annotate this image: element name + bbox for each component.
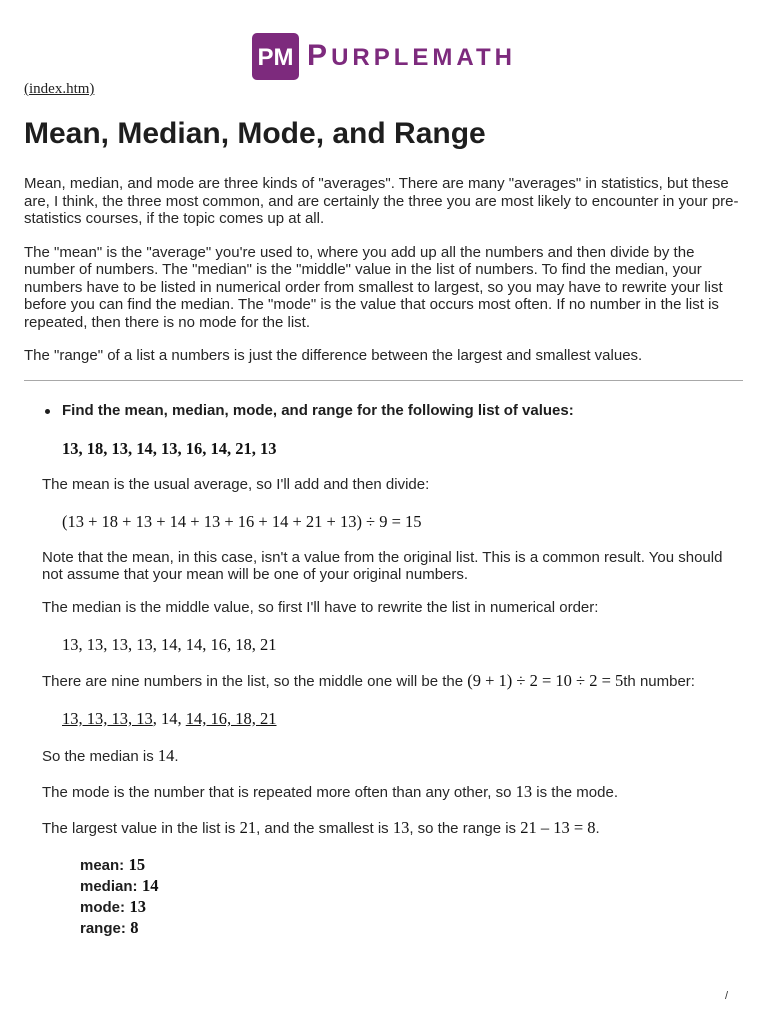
example-values: 13, 18, 13, 14, 13, 16, 14, 21, 13 bbox=[62, 439, 277, 458]
mean-note: Note that the mean, in this case, isn't a value from the original list. This is a common result. You should not assume that your mean will be one of your original numbers. bbox=[42, 548, 723, 583]
sentence-text: is the mode. bbox=[532, 784, 619, 801]
page-header bbox=[0, 0, 768, 81]
logo-icon-text: PM bbox=[257, 44, 294, 71]
horizontal-divider bbox=[24, 380, 743, 381]
sentence-text: The largest value in the list is bbox=[42, 820, 240, 837]
example-prompt bbox=[24, 402, 742, 420]
sentence-text: . bbox=[595, 820, 600, 837]
mean-calculation: (13 + 18 + 13 + 14 + 13 + 16 + 14 + 21 + 13) ÷ 9 = 15 bbox=[62, 511, 422, 531]
middle-position-math: (9 + 1) ÷ 2 = 10 ÷ 2 = 5 bbox=[467, 671, 624, 690]
sentence-text: th number: bbox=[623, 673, 695, 690]
answer-label: mode: bbox=[80, 899, 125, 917]
mode-value: 13 bbox=[515, 782, 533, 801]
sentence-text: , so the range is bbox=[409, 820, 521, 837]
middle-position-sentence bbox=[42, 673, 742, 691]
range-result bbox=[42, 820, 742, 838]
page-title: Mean, Median, Mode, and Range bbox=[24, 117, 486, 150]
sentence-text: There are nine numbers in the list, so the middle one will be the bbox=[42, 673, 468, 690]
purplemath-logo-icon bbox=[252, 33, 299, 80]
marked-values-lower: 13, 13, 13, 13 bbox=[62, 709, 153, 728]
index-link[interactable]: (index.htm) bbox=[24, 81, 95, 97]
answer-value: 8 bbox=[130, 918, 139, 938]
sentence-text: So the median is bbox=[42, 748, 158, 765]
example-prompt-text: Find the mean, median, mode, and range for the following list of values: bbox=[62, 401, 574, 419]
marked-values-upper: 14, 16, 18, 21 bbox=[185, 709, 277, 728]
answer-label: median: bbox=[80, 877, 138, 895]
answer-label: range: bbox=[80, 920, 126, 938]
answer-label: mean: bbox=[80, 856, 125, 874]
sentence-text: , and the smallest is bbox=[256, 820, 393, 837]
largest-value: 21 bbox=[239, 818, 257, 837]
intro-paragraph: Mean, median, and mode are three kinds of "averages". There are many "averages" in statistics, but these are, I think, the three most common, and are certainly the three you are most likely to encounter in your pre-statistics courses, if the topic comes up at all. bbox=[24, 175, 739, 227]
index-link-row bbox=[24, 81, 742, 97]
smallest-value: 13 bbox=[392, 818, 410, 837]
answer-median bbox=[80, 876, 742, 897]
intro-paragraph: The "range" of a list a numbers is just the difference between the largest and smallest values. bbox=[24, 347, 643, 364]
median-value: 14 bbox=[157, 746, 175, 765]
bullet-icon bbox=[45, 409, 50, 414]
answer-value: 13 bbox=[129, 897, 146, 917]
mode-result bbox=[42, 784, 742, 802]
intro-paragraph: The "mean" is the "average" you're used to, where you add up all the numbers and then divide by the number of numbers. The "median" is the "middle" value in the list of numbers. To find the median, your numbers have to be listed in numerical order from smallest to largest, so you may have to rewrite your list before you can find the median. The "mode" is the value that occurs most often. If no number in the list is repeated, then there is no mode for the list. bbox=[24, 243, 723, 331]
main-content bbox=[0, 81, 742, 940]
mean-intro: The mean is the usual average, so I'll add and then divide: bbox=[42, 476, 430, 493]
median-result bbox=[42, 748, 742, 766]
answer-mean bbox=[80, 855, 742, 876]
sorted-values: 13, 13, 13, 13, 14, 14, 16, 18, 21 bbox=[62, 635, 277, 654]
sentence-text: . bbox=[174, 748, 179, 765]
range-calculation: 21 – 13 = 8 bbox=[520, 818, 596, 837]
answer-summary bbox=[80, 855, 742, 940]
answer-range bbox=[80, 918, 742, 939]
marked-values bbox=[62, 709, 742, 729]
footer-mark: / bbox=[725, 990, 729, 1002]
answer-mode bbox=[80, 897, 742, 918]
median-intro: The median is the middle value, so first I'll have to rewrite the list in numerical order: bbox=[42, 599, 599, 616]
brand-name: PURPLEMATH bbox=[307, 38, 516, 72]
answer-value: 15 bbox=[128, 854, 146, 874]
sentence-text: The mode is the number that is repeated more often than any other, so bbox=[42, 784, 516, 801]
answer-value: 14 bbox=[141, 875, 159, 895]
purplemath-logo[interactable] bbox=[0, 33, 768, 80]
marked-values-middle: , 14, bbox=[152, 709, 186, 728]
